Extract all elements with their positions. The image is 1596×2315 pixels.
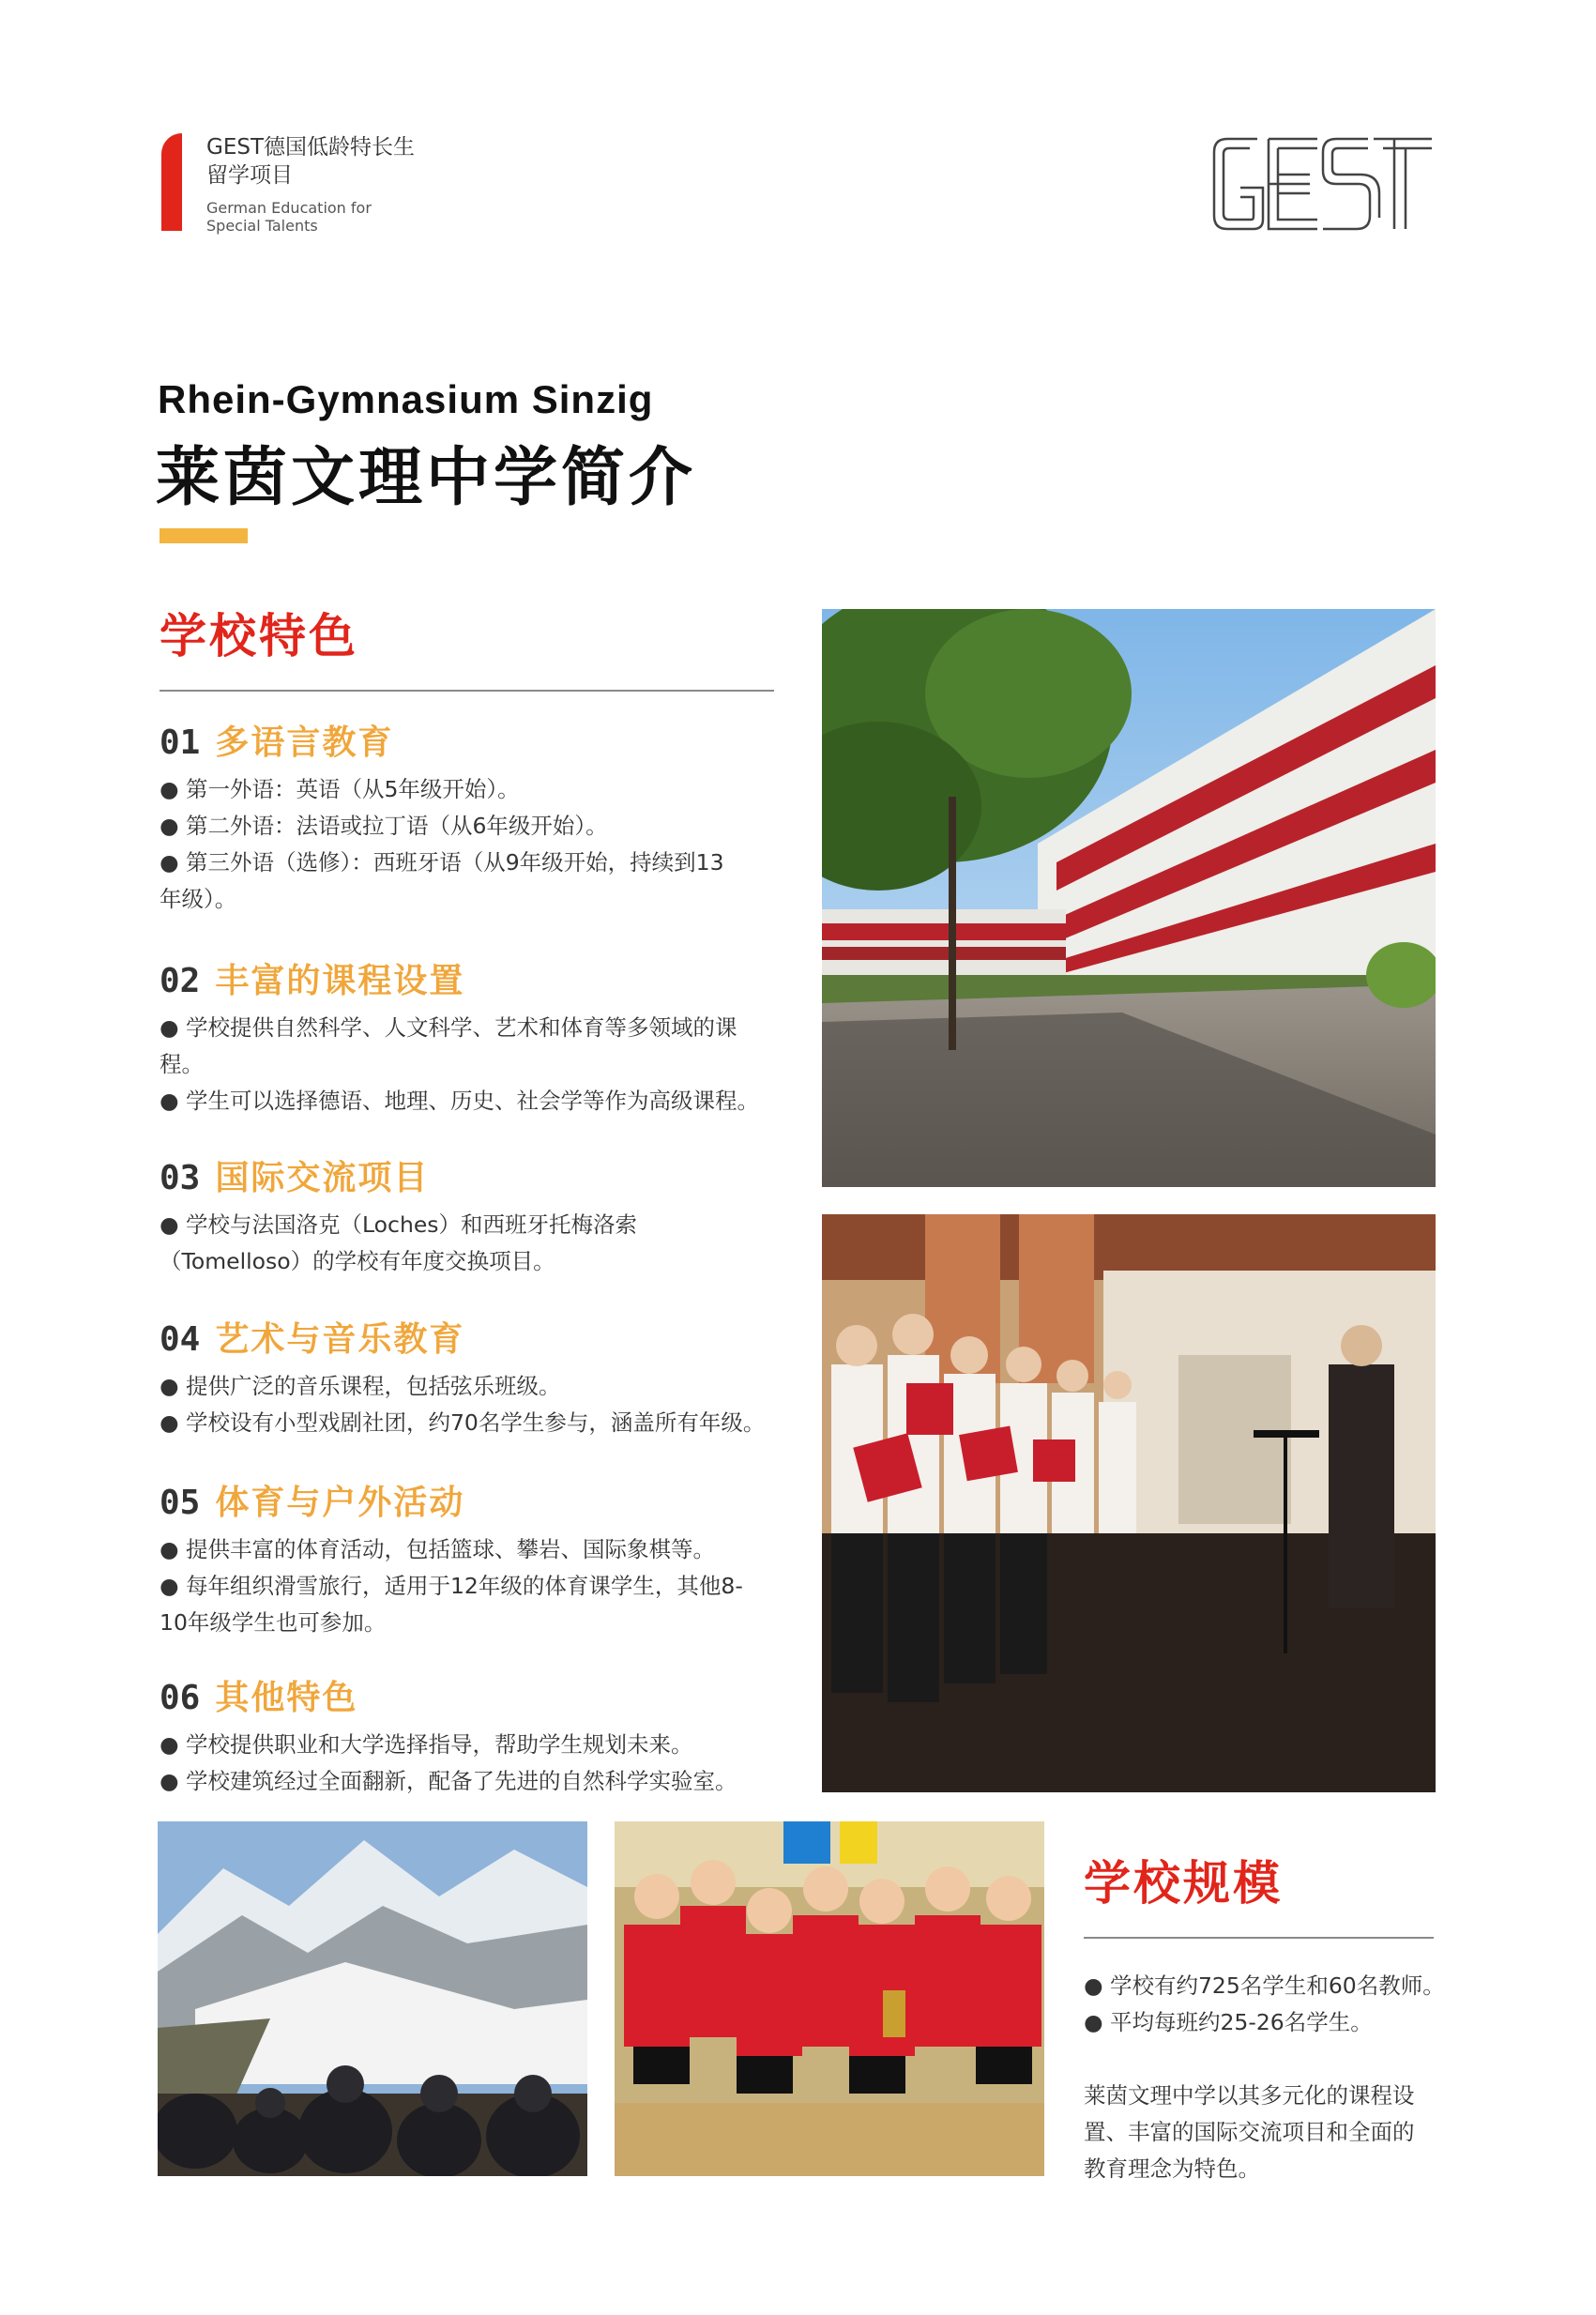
- feature-number: 06: [160, 1679, 201, 1717]
- feature-title: 丰富的课程设置: [215, 962, 465, 1000]
- feature-number: 01: [160, 723, 201, 762]
- feature-line: ● 每年组织滑雪旅行，适用于12年级的体育课学生，其他8-: [160, 1573, 743, 1599]
- gest-logo: [1208, 133, 1437, 235]
- football-team-photo: [615, 1821, 1044, 2176]
- brand-en-line2: Special Talents: [206, 217, 318, 235]
- scale-bullets: [1084, 1968, 1478, 2041]
- feature-title: 其他特色: [215, 1679, 358, 1717]
- feature-number: 05: [160, 1484, 201, 1522]
- features-divider: [160, 690, 774, 692]
- brand-cn-line1: GEST德国低龄特长生: [206, 135, 416, 160]
- brand-en-line1: German Education for: [206, 199, 372, 217]
- brand-accent-bar: [161, 133, 182, 231]
- feature-item: [160, 1678, 788, 1800]
- feature-line: 10年级学生也可参加。: [160, 1609, 387, 1636]
- feature-number: 02: [160, 962, 201, 1000]
- feature-line: ● 学校建筑经过全面翻新，配备了先进的自然科学实验室。: [160, 1768, 737, 1794]
- feature-title: 体育与户外活动: [215, 1484, 465, 1522]
- feature-item: [160, 961, 788, 1119]
- title-underline: [160, 528, 248, 543]
- scale-divider: [1084, 1937, 1434, 1939]
- scale-paragraph: [1084, 2078, 1478, 2187]
- feature-line: ● 学生可以选择德语、地理、历史、社会学等作为高级课程。: [160, 1088, 759, 1114]
- feature-line: （Tomelloso）的学校有年度交换项目。: [160, 1248, 555, 1274]
- scale-paragraph-line: 置、丰富的国际交流项目和全面的: [1084, 2119, 1415, 2145]
- feature-line: ● 学校设有小型戏剧社团，约70名学生参与，涵盖所有年级。: [160, 1409, 766, 1436]
- feature-line: ● 第三外语（选修）：西班牙语（从9年级开始，持续到13: [160, 849, 724, 876]
- scale-paragraph-line: 莱茵文理中学以其多元化的课程设: [1084, 2082, 1415, 2109]
- mountain-trip-photo: [158, 1821, 587, 2176]
- feature-line: ● 学校提供自然科学、人文科学、艺术和体育等多领域的课: [160, 1014, 737, 1041]
- page-title-en: Rhein-Gymnasium Sinzig: [158, 377, 654, 421]
- scale-bullet: ● 学校有约725名学生和60名教师。: [1084, 1972, 1445, 1999]
- feature-number: 03: [160, 1159, 201, 1197]
- feature-item: [160, 1483, 788, 1641]
- brand-name-cn: [206, 133, 488, 190]
- choir-photo: [822, 1214, 1436, 1792]
- feature-line: ● 学校提供职业和大学选择指导，帮助学生规划未来。: [160, 1731, 693, 1758]
- feature-line: ● 提供丰富的体育活动，包括篮球、攀岩、国际象棋等。: [160, 1536, 715, 1562]
- feature-line: ● 第二外语：法语或拉丁语（从6年级开始）。: [160, 813, 608, 839]
- feature-line: 年级）。: [160, 886, 237, 912]
- brand-name-en: [206, 199, 488, 235]
- scale-heading: 学校规模: [1084, 1856, 1283, 1911]
- feature-title: 艺术与音乐教育: [215, 1320, 465, 1359]
- feature-line: ● 提供广泛的音乐课程，包括弦乐班级。: [160, 1373, 561, 1399]
- feature-item: [160, 723, 788, 918]
- brand-cn-line2: 留学项目: [206, 163, 293, 188]
- feature-item: [160, 1319, 788, 1441]
- feature-line: 程。: [160, 1051, 204, 1077]
- page-title-cn: 莱茵文理中学简介: [156, 441, 697, 515]
- feature-number: 04: [160, 1320, 201, 1359]
- feature-title: 国际交流项目: [215, 1159, 430, 1197]
- feature-line: ● 学校与法国洛克（Loches）和西班牙托梅洛索: [160, 1211, 638, 1238]
- feature-line: ● 第一外语：英语（从5年级开始）。: [160, 776, 520, 802]
- feature-title: 多语言教育: [215, 723, 394, 762]
- scale-paragraph-line: 教育理念为特色。: [1084, 2155, 1260, 2182]
- features-heading: 学校特色: [160, 609, 358, 663]
- school-building-photo: [822, 609, 1436, 1187]
- feature-item: [160, 1158, 788, 1280]
- scale-bullet: ● 平均每班约25-26名学生。: [1084, 2009, 1373, 2035]
